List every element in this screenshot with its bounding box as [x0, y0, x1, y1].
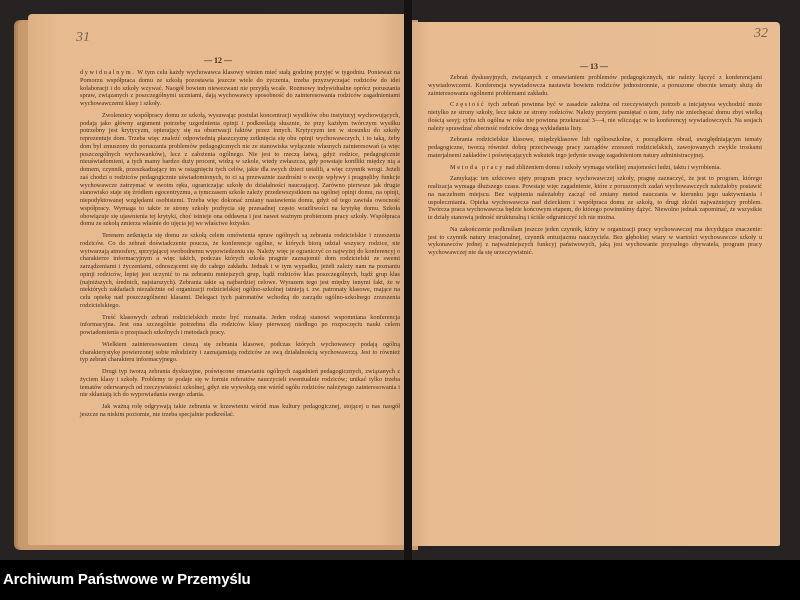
paragraph: Treść klasowych zebrań rodzicielskich może być rozmaita. Jeden rodzaj stanowi wspomniana konferencja informacyjna. Jest ona szczególnie potrzebna dla rodziców klasy pierwszej niedługo po rozpoczęciu nauki celem powiadomienia o przepisach szkolnych i metodach pracy.: [80, 313, 400, 336]
archive-caption: Archiwum Państwowe w Przemyślu: [3, 571, 251, 588]
paragraph: Wielkiem zainteresowaniem cieszą się zebrania klasowe, podczas których wychowawcy podają ogólną charakterystykę powierzonej sobie młodzieży i zaznajamiają rodziców ze swą działalnością wychowawczą. Jest to również typ zebrań charakteru informacyjnego.: [80, 340, 400, 364]
book-gutter: [404, 0, 412, 560]
handwritten-folio-left: 31: [76, 30, 90, 45]
page-number-left: — 12 —: [204, 56, 232, 65]
paragraph: Zebrań dyskusyjnych, związanych z omawianiem problemów pedagogicznych, nie należy łączyć z konferencjami wywiadowczemi. Konferencja wywiadowcza nastawia bowiem rodziców jednostronnie, a poruszone obecnie tematy służą do zainteresowania ogólnemi problemami zakładu.: [428, 74, 762, 97]
left-page-text: [80, 69, 400, 423]
paragraph: Zebrania rodzicielskie klasowe, międzyklasowe lub ogólnoszkolne, z porządkiem obrad, uwzględniającym tematy pedagogiczne, tworzą również dobrą przeciwwagę pracy zarządów zrzeszeń rodzicielskich, zawojowanych zwykle troskami materjalnemi zakładów i poświęcających wskutek tego jedynie uwagę zagadnieniom natury administracyjnej.: [428, 136, 762, 159]
paragraph: Zamykając ten szkicowo ujęty program pracy wychowawczej szkoły, pragnę zaznaczyć, że jest to program, którego realizacja wymaga dłuższego czasu. Powstaje więc zagadnienie, które z poruszonych zadań wychowawczych należałoby postawić na naczelnem miejscu. Bez wątpienia należałoby zacząć od zmiany metod nauczania w kierunku jego uaktywniania i uspołeczniania. Opieka wychowawcza nad dzieckiem i współpraca domu ze szkołą, to drugi zkolei najważniejszy problem. Twórcza praca wychowawcza będzie końcowym etapem, do którego powinniśmy dążyć. Niewolno jednak zapominać, że wszystkie te działy stanowią jedność strukturalną i ściśle odgraniczyć ich nie można.: [428, 175, 762, 221]
right-page: [408, 22, 780, 546]
paragraph: Jak ważną rolę odgrywają takie zebrania w krzewieniu wśród mas kultury pedagogicznej, stojącej u nas naogół jeszcze na niskim poziomie, nie trzeba specjalnie podkreślać.: [80, 403, 400, 418]
paragraph: Na zakończenie podkreślam jeszcze jeden czynnik, który w organizacji pracy wychowawczej ma decydujące znaczenie: jest to czynnik natury irracjonalnej, czynnik entuzjazmu nauczyciela. Bez głębokiej wiary w wartości wychowawcze szkoły u wykonawców jednej z najważniejszych funkcyj państwowych, jaką jest wychowanie przyszłego obywatela, program pracy wychowawczej nie da się urzeczywistnić.: [428, 225, 762, 256]
archive-footer: [0, 560, 800, 600]
left-page: [28, 14, 408, 545]
paragraph: Metoda pracy nad zbliżeniem domu i szkoły wymaga wielkiej znajomości ludzi, taktu i wyrobienia.: [450, 163, 721, 171]
right-page-text: [428, 74, 762, 261]
paragraph: Częstość tych zebrań powinna być w zasadzie zależna od rzeczywistych potrzeb a inicjatywa wychodzić może nietylko ze strony szkoły, lecz także ze strony rodziców. Należy przytem pamiętać o tem, żeby nie zniechęcać domu zbyt wielką ilością sesyj; cyfra ich ogólna w roku nie powinna przekraczać 3—4, nie wliczając w to konferencyj wywiadowczych. Na sesjach należy sprawdzać obecność rodziców drogą wykładania listy.: [428, 101, 762, 132]
paragraph: dywidualnym. W tym celu każdy wychowawca klasowy winien mieć stałą godzinę przyjęć w tygodniu. Ponieważ na Pomorzu współpraca domu ze szkołą pozostawia jeszcze wiele do życzenia, trzeba przyzwyczajać rodziców do idei kolaboracji i do szkoły wzywać. Naogół bowiem niewezwani nie przyjdą wcale. Rozmowy indywidualne oprócz poruszania spraw, związanych z poszczególnymi uczniami, dają wychowawcy sposobność do zainteresowania rodziców zagadnieniami wychowawczemi klasy i szkoły.: [80, 69, 400, 107]
paragraph: Drugi typ tworzą zebrania dyskusyjne, poświęcone omawianiu ogólnych zagadnień pedagogicznych, związanych z życiem klasy i szkoły. Problemy te podaje się w formie referatów nauczycieli ewentualnie rodziców; unikać tylko trzeba tematów oderwanych od rzeczywistości szkolnej, gdyż nie wywołują one wśród ogółu rodziców należytego zainteresowania i nie skłaniają ich do wypowiadania swego zdania.: [80, 368, 400, 399]
paragraph: Zwolennicy współpracy domu ze szkołą, wysuwając postulat koncentracji wysiłków obu instytucyj wychowujących, podają jako główny argument potrzebę uzgodnienia opinji i podkreślają słusznie, że przy każdym twórczym wysiłku potrzebny jest krytycyzm, opierający się na obserwacji faktów przez innych. Krytycyzm ten w stosunku do szkoły reprezentuje dom. Trzeba więc znaleźć odpowiednią płaszczyznę zetknięcia się obu opinji wychowawczych, i to taką, żeby dom był zmuszony do poruszania problemów pedagogicznych nie ze stanowiska wyłącznie własnych zainteresowań (a więc poszczególnych wychowanków), lecz z założenia ogólnego. Nie jest to rzeczą łatwą, gdyż rodzice, pedagogicznie nieuświadomieni, a tych mamy bardzo duży procent, widzą w szkole, wtedy zwłaszcza, gdy powstaje konflikt między nią a domem, czynnik, przeszkadzający im w osiągnięciu tych celów, jakie dla swych dzieci ustalili, a więc czynnik wrogi. Jeżeli zaś chodzi o rodziców pedagogicznie uświadomionych, to ci są przeważnie zazdrośni o swoje wpływy i pragnęliby funkcje wychowawcze zatrzymać w swoim ręku, ograniczając szkołę do działalności nauczającej. Zarówno pierwsze jak drugie stanowisko staje się źródłem egocentryzmu, a tymczasem szkole zależy przedewszystkiem na ogólnej opinji domu, na opinji, niepodyktowanej względami osobistemi. Trzeba więc dokonać zmiany nastawienia domu, gdyż od tego zawisła owocność współpracy. Wymaga to także ze strony szkoły pozbycia się przesadnej często wrażliwości na krytykę domu. Szkoła obowiązuje się ujawnienia tej krytyki, choć istnieje ona oddawna i jest nawet ważnym probierzem pracy szkoły. Współpraca domu ze szkołą zmierza właśnie do ujęcia jej we właściwe łożysko.: [80, 111, 400, 228]
handwritten-folio-right: 32: [754, 26, 768, 41]
paragraph: Terenem zetknięcia się domu ze szkołą celem omówienia spraw ogólnych są zebrania rodzicielskie i zrzeszenia rodziców. Co do zebrań doświadczenie poucza, że konferencje ogólne, w których biorą udział wszyscy rodzice, nie wytwarzają atmosfery, sprzyjającej swobodnemu wypowiedzeniu się. Należy więc je ograniczyć co najwyżej do konferencyj o charakterze informacyjnym a więc takich, podczas których szkoła pragnie zaznajomić dom rodzicielski ze swemi zarządzeniami i życzeniami, odnoszącemi się do całego zakładu. Jednak i w tym wypadku, jeżeli zależy nam na poznaniu opinji rodziców, lepiej jest uczynić to na zebraniu mniejszych grup, bądź rodziców klas poszczególnych, bądź grup klas (najniższych, średnich, najstarszych). Zebrania takie są najbardziej celowe. Wyrazem tego jest między innymi fakt, że w niektórych zakładach niezależnie od organizacji rodzicielskiej ogólno-szkolnej istnieją t. zw. patronaty klasowe, mające na celu opiekę nad poszczególnemi klasami. Delegaci tych patronatów wchodzą do zarządu ogólno-szkolnego zrzeszenia rodzicielskiego.: [80, 232, 400, 309]
page-number-right: — 13 —: [580, 62, 608, 71]
